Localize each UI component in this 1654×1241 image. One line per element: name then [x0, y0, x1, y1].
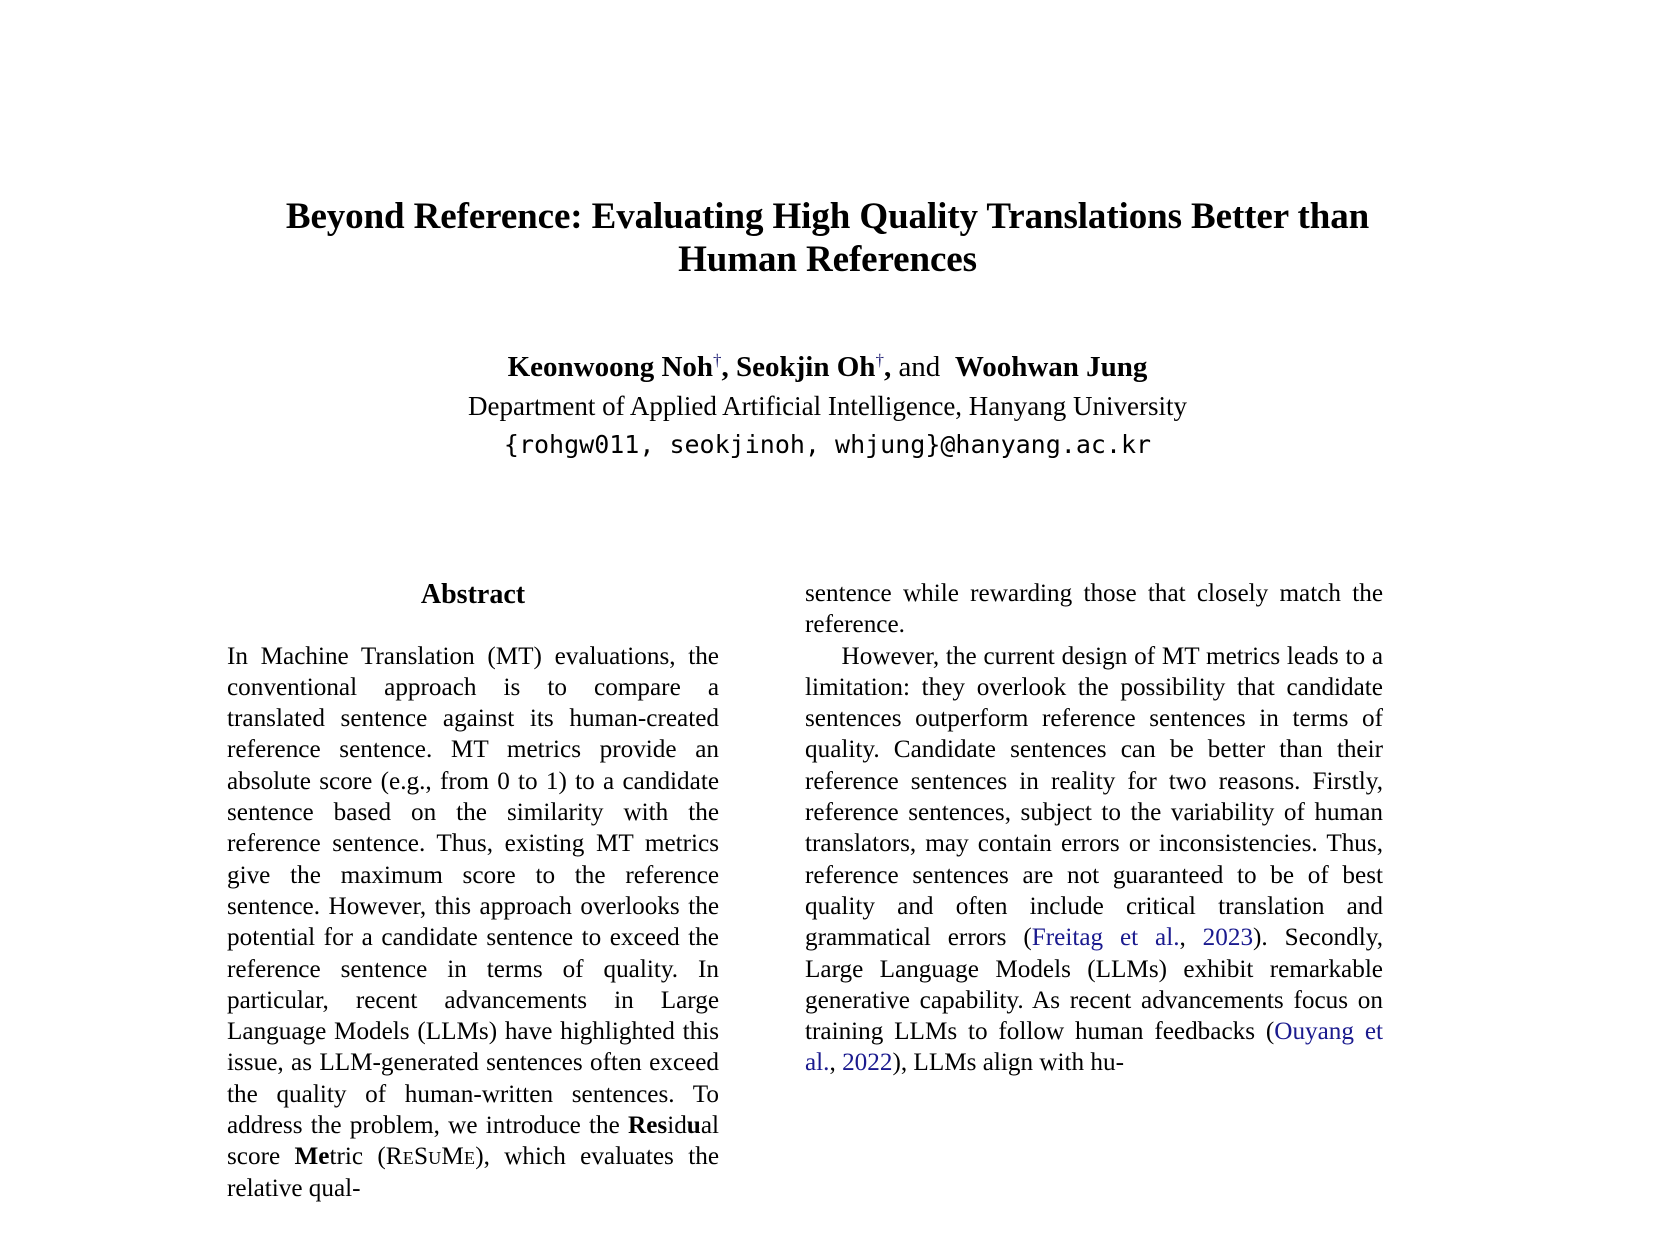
citation-separator-1: , [1179, 924, 1203, 952]
resume-bold-res: Res [628, 1112, 668, 1140]
left-column [227, 578, 719, 1204]
author-affiliation-marker-2: † [875, 350, 884, 370]
resume-acronym: ReSuMe [385, 1143, 476, 1171]
author-email: {rohgw011, seokjinoh, whjung}@hanyang.ac.kr [503, 429, 1152, 459]
abstract-paragraph [227, 641, 719, 1204]
abstract-heading: Abstract [420, 579, 526, 610]
author-block [225, 348, 1430, 462]
author-affiliation-marker-1: † [713, 350, 722, 370]
author-affiliation: Department of Applied Artificial Intelligence, Hanyang University [467, 391, 1188, 422]
resume-bold-me: Me [294, 1143, 330, 1171]
citation-year-link-2023[interactable]: 2023 [1202, 924, 1254, 952]
author-conjunction: and [898, 351, 941, 383]
author-name-2: , Seokjin Oh [721, 351, 876, 383]
resume-text-id: id [667, 1112, 687, 1140]
citation-year-link-2022[interactable]: 2022 [842, 1049, 893, 1077]
abstract-text-segment-3: ), which evaluates the relative qual- [227, 1143, 719, 1202]
right-column [805, 578, 1383, 1079]
page-title: Beyond Reference: Evaluating High Quality Translations Better than Human References [285, 196, 1370, 280]
author-separator: , [883, 351, 892, 383]
title-block [225, 196, 1430, 282]
intro-text-segment-2: ). Secondly, Large Language Models (LLMs) exhibit remarkable generative capability. As recent advancements focus on training LLMs to follow human feedbacks ( [805, 924, 1384, 1046]
author-name-1: Keonwoong Noh [507, 351, 714, 383]
intro-paragraph-continued: sentence while rewarding those that closely match the reference. [805, 580, 1383, 639]
resume-bold-u: u [686, 1112, 701, 1140]
intro-text-segment-3: ), LLMs align with hu- [892, 1049, 1125, 1077]
abstract-text-segment-1: In Machine Translation (MT) evaluations, the conventional approach is to compare a translated sentence against its human-created reference sentence. MT metrics provide an absolute score (e.g., from 0 to 1) to a candidate sentence based on the similarity with the reference sentence. Thus, existing MT metrics give the maximum score to the reference sentence. However, this approach overlooks the potential for a candidate sentence to exceed the reference sentence in terms of quality. In particular, recent advancements in Large Language Models (LLMs) have highlighted this issue, as LLM-generated sentences often exceed the quality of human-written sentences. To address the problem, we introduce the [227, 642, 719, 1140]
abstract-text-segment-2: ( [363, 1143, 386, 1171]
intro-text-segment-1: However, the current design of MT metrics leads to a limitation: they overlook the possibility that candidate sentences outperform reference sentences in terms of quality. Candidate sentences can be better than their reference sentences in reality for two reasons. Firstly, reference sentences, subject to the variability of human translators, may contain errors or inconsistencies. Thus, reference sentences are not guaranteed to be of best quality and often include critical translation and grammatical errors ( [805, 642, 1383, 952]
intro-paragraph-limitation [805, 641, 1383, 1079]
citation-link-freitag[interactable] [1032, 924, 1180, 951]
citation-separator-2: , [829, 1049, 843, 1077]
author-line [225, 348, 1430, 386]
resume-text-tric: tric [329, 1143, 364, 1171]
citation-authors-ouyang: Ouyang et al. [805, 1018, 1383, 1077]
citation-authors-freitag: Freitag et al. [1031, 924, 1180, 952]
resume-text-al-score: al score [227, 1112, 719, 1171]
author-name-3: Woohwan Jung [954, 351, 1148, 383]
